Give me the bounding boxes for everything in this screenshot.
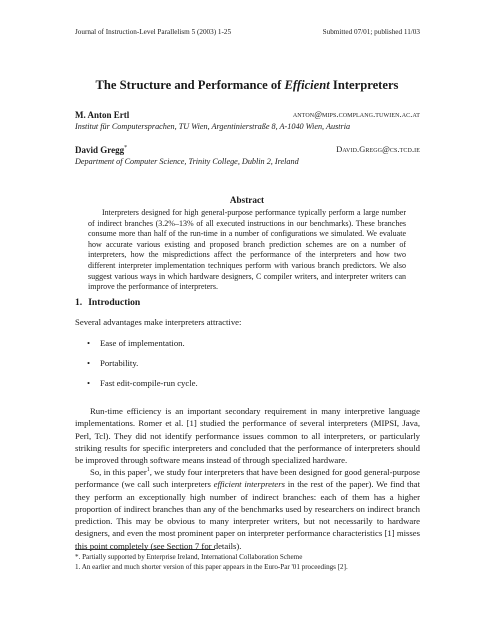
advantages-list bbox=[87, 337, 407, 397]
title-part: Interpreters bbox=[329, 78, 399, 92]
section-title: Introduction bbox=[88, 297, 141, 308]
text-run: , we study four interpreters that have been designed for good general-purpose performance (we call such interpreters bbox=[75, 467, 420, 490]
list-item-text: Ease of implementation. bbox=[100, 338, 185, 348]
list-item bbox=[87, 377, 407, 397]
author-email[interactable]: David.Gregg@cs.tcd.ie bbox=[336, 145, 420, 154]
journal-info: Journal of Instruction-Level Parallelism 5 (2003) 1-25 bbox=[75, 28, 232, 36]
text-run: in the rest of the paper). We find that they perform an exceptionally high number of indirect branches: each of them has a higher proportion of indirect branches than any of the benchmarks used by researchers on indirect branch prediction. This may be obvious to many interpreter writers, but not necessarily to hardware designers, and even the most prominent paper on interpreter performance characteristics [1] misses this point completely (see Section 7 for details). bbox=[75, 479, 420, 551]
author-1 bbox=[75, 110, 420, 120]
submission-dates: Submitted 07/01; published 11/03 bbox=[322, 28, 420, 36]
abstract-heading: Abstract bbox=[229, 195, 265, 205]
bullet-icon: • bbox=[87, 378, 91, 388]
author-footnote-mark: * bbox=[124, 145, 128, 151]
list-item-text: Fast edit-compile-run cycle. bbox=[100, 378, 198, 388]
abstract-text: Interpreters designed for high general-purpose performance typically perform a large number of indirect branches (3.2%–13% of all executed instructions in our benchmarks). These branches consume more than half of the run-time in a number of configurations we simulated. We evaluate how accurate various existing and proposed branch prediction schemes are on a number of interpreters, how the mispredictions affect the performance of the interpreters and how two different interpreter implementation techniques perform with various branch predictors. We also suggest various ways in which hardware designers, C compiler writers, and interpreter writers can improve the performance of interpreters. bbox=[88, 208, 406, 292]
author-name: David Gregg bbox=[75, 145, 125, 155]
section-heading bbox=[75, 297, 140, 308]
list-item-text: Portability. bbox=[100, 358, 139, 368]
footnote bbox=[75, 563, 420, 572]
list-item bbox=[87, 337, 407, 357]
footnote-mark[interactable]: 1 bbox=[146, 467, 150, 474]
title-part: The Structure and Performance of bbox=[95, 78, 285, 92]
footnote-text: Partially supported by Enterprise Ireland, International Collaboration Scheme bbox=[82, 553, 303, 561]
intro-sentence: Several advantages make interpreters attractive: bbox=[75, 317, 242, 327]
author-2 bbox=[75, 145, 420, 155]
body-paragraph bbox=[75, 466, 420, 552]
author-email[interactable]: anton@mips.complang.tuwien.ac.at bbox=[292, 110, 420, 119]
footnote-rule bbox=[75, 549, 215, 550]
footnote-marker: 1. bbox=[75, 563, 81, 571]
running-header bbox=[75, 28, 420, 36]
body-paragraph: Run-time efficiency is an important secondary requirement in many interpretive language implementations. Romer et al. [1] studied the performance of several interpreters (MIPSI, Java, Perl, Tcl). They did not identify performance issues common to all interpreters, or particularly striking results for specific interpreters and concluded that the performance of interpreters should be improved through software means instead of through specialized hardware. bbox=[75, 406, 420, 466]
title-emphasis: Efficient bbox=[284, 78, 330, 92]
footnote-text: An earlier and much shorter version of this paper appears in the Euro-Par '01 proceedings [2]. bbox=[81, 563, 348, 571]
footnote-marker: *. bbox=[75, 553, 81, 561]
list-item bbox=[87, 357, 407, 377]
author-affiliation: Department of Computer Science, Trinity College, Dublin 2, Ireland bbox=[75, 157, 299, 166]
author-name: M. Anton Ertl bbox=[75, 110, 130, 120]
section-number: 1. bbox=[75, 297, 83, 308]
bullet-icon: • bbox=[87, 338, 91, 348]
text-run: So, in this paper bbox=[90, 467, 147, 477]
author-name-wrap bbox=[75, 145, 127, 155]
emphasis-text: efficient interpreters bbox=[213, 479, 286, 490]
footnote bbox=[75, 553, 420, 562]
bullet-icon: • bbox=[87, 358, 91, 368]
author-affiliation: Institut für Computersprachen, TU Wien, Argentinierstraße 8, A-1040 Wien, Austria bbox=[75, 122, 351, 131]
paper-title bbox=[0, 78, 494, 93]
